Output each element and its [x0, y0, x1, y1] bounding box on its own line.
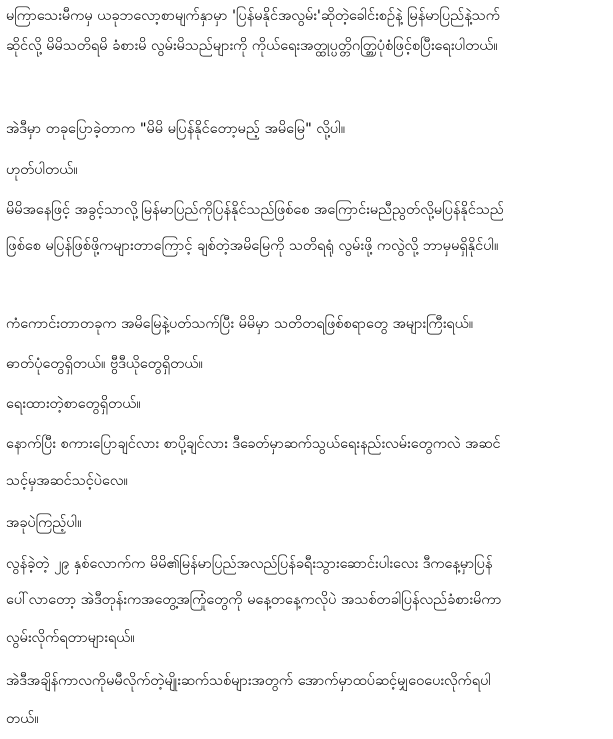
text-line: ဖြစ်စေ မပြန်ဖြစ်ဖို့ကများတာကြောင့် ချစ်တဲ့အမိမြေကို သတိရရုံ လွမ်းဖို့ ကလွဲလို့ ဘာမှမရှိနိုင်ပါ။: [6, 238, 499, 254]
text-line: ရေးထားတဲ့စာတွေရှိတယ်။: [6, 396, 141, 412]
text-line: အဲဒီမှာ တခုပြောခဲ့တာက "မိမိ မပြန်နိုင်တော့မည့် အမိမြေ" လို့ပါ။: [6, 121, 346, 137]
text-line: အခုပဲကြည့်ပါ။: [6, 515, 82, 531]
text-line: ဆိုင်လို့ မိမိသတိရမိ ခံစားမိ လွမ်းမိသည်များကို ကိုယ်ရေးအတ္ထုပ္ပတ္တိဂတ္တြပုံစံဖြင့်စပြီးရေးပါတယ်။: [6, 38, 498, 54]
text-line: ကံကောင်းတာတခုက အမိမြေနဲ့ပတ်သက်ပြီး မိမိမှာ သတိတရဖြစ်စရာတွေ အများကြီးရယ်။: [6, 316, 474, 332]
text-line: ဟုတ်ပါတယ်။: [6, 162, 78, 178]
text-line: တယ်။: [6, 711, 39, 727]
text-line: ဓာတ်ပုံတွေရှိတယ်။ ဗွီဒီယိုတွေရှိတယ်။: [6, 356, 203, 372]
text-line: အဲဒီအချိန်ကာလကိုမမီလိုက်တဲ့မျိုးဆက်သစ်များအတွက် အောက်မှာထပ်ဆင့်မျှဝေပေးလိုက်ရပါ: [6, 673, 491, 689]
text-line: လွမ်းလိုက်ရတာများရယ်။: [6, 630, 135, 646]
text-line: လွန်ခဲ့တဲ့ ၂၉ နှစ်လောက်က မိမိ၏မြန်မာပြည်အလည်ပြန်ခရီးသွားဆောင်းပါးလေး ဒီကနေ့မှာပြန်: [6, 556, 493, 572]
text-line: သင့်မှအဆင်သင့်ပဲလေ။: [6, 473, 128, 489]
text-line: မကြာသေးမီကမှ ယခုဘလော့စာမျက်နှာမှာ 'ပြန်မနိုင်အလွမ်း'ဆိုတဲ့ခေါင်းစဉ်နဲ့ မြန်မာပြည်နဲ့သက်: [6, 8, 500, 24]
text-line: ပေါ်လာတော့ အဲဒီတုန်းကအတွေ့အကြုံတွေကို မနေ့တနေ့ကလိုပဲ အသစ်တခါပြန်လည်ခံစားမိကာ: [6, 592, 502, 608]
text-line: နောက်ပြီး စကားပြောချင်လား စာပို့ချင်လား ဒီခေတ်မှာဆက်သွယ်ရေးနည်းလမ်းတွေကလဲ အဆင်: [6, 436, 501, 452]
text-line: မိမိအနေဖြင့် အခွင့်သာလို့မြန်မာပြည်ကိုပြန်နိုင်သည်ဖြစ်စေ အကြောင်းမညီညွတ်လို့မပြန်နိုင်သည်: [6, 202, 504, 218]
